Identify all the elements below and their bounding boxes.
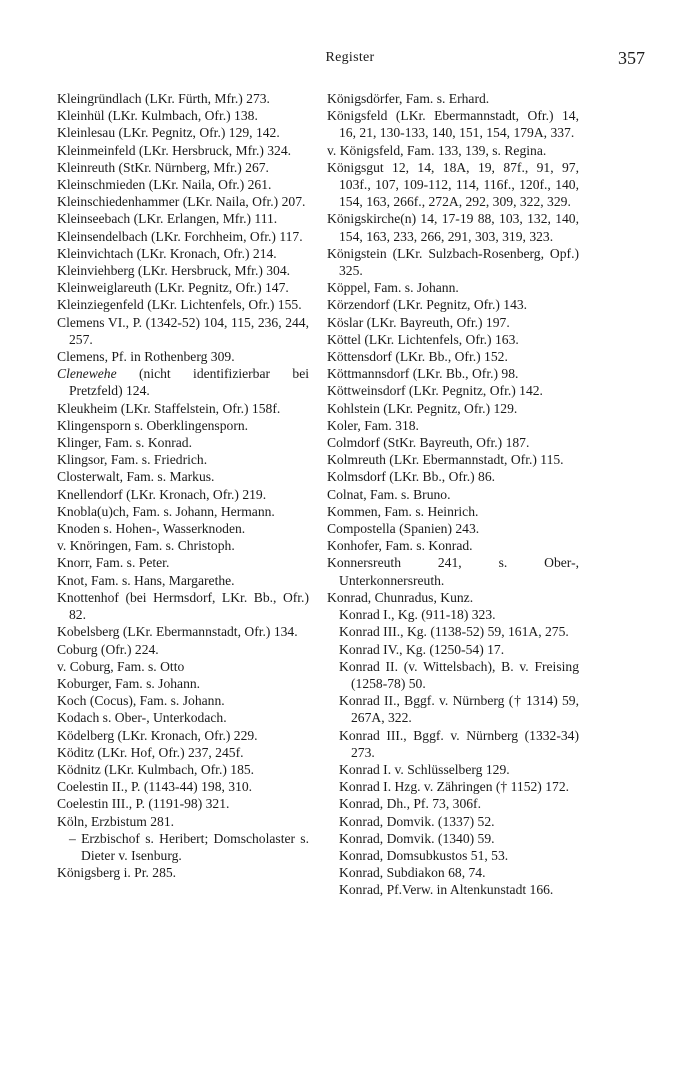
entry-text: Kohlstein (LKr. Pegnitz, Ofr.) 129. — [327, 400, 518, 416]
index-entry — [57, 279, 309, 296]
entry-text: Konrad, Pf.Verw. in Altenkunstadt 166. — [339, 882, 554, 898]
entry-text: Konrad, Domvik. (1340) 59. — [339, 830, 495, 846]
index-entry — [57, 864, 309, 881]
entry-text: Ködelberg (LKr. Kronach, Ofr.) 229. — [57, 727, 258, 743]
index-subentry — [327, 830, 579, 847]
index-subentry — [327, 641, 579, 658]
index-subentry — [327, 847, 579, 864]
index-entry — [57, 451, 309, 468]
entry-text: (nicht identifizierbar bei Pretzfeld) 124. — [69, 366, 309, 399]
index-entry — [327, 434, 579, 451]
entry-italic-term: Clenewehe — [57, 366, 117, 382]
index-entry — [327, 589, 579, 606]
index-entry — [57, 503, 309, 520]
entry-text: Köln, Erzbistum 281. — [57, 813, 175, 829]
entry-text: Knobla(u)ch, Fam. s. Johann, Hermann. — [57, 503, 275, 519]
index-entry — [57, 658, 309, 675]
index-entry — [327, 537, 579, 554]
entry-text: Knellendorf (LKr. Kronach, Ofr.) 219. — [57, 486, 267, 502]
entry-text: Kleinviehberg (LKr. Hersbruck, Mfr.) 304. — [57, 263, 291, 279]
entry-text: Knorr, Fam. s. Peter. — [57, 555, 170, 571]
entry-text: Konrad II. (v. Wittelsbach), B. v. Freising (1258-78) 50. — [339, 658, 579, 691]
index-entry — [327, 348, 579, 365]
entry-text: Köttmannsdorf (LKr. Bb., Ofr.) 98. — [327, 366, 519, 382]
index-entry — [57, 107, 309, 124]
index-entry — [57, 193, 309, 210]
entry-text: Königskirche(n) 14, 17-19 88, 103, 132, 140, 154, 163, 233, 266, 291, 303, 319, 323. — [327, 211, 579, 244]
entry-text: v. Coburg, Fam. s. Otto — [57, 658, 185, 674]
index-entry — [327, 417, 579, 434]
entry-text: Kleinweiglareuth (LKr. Pegnitz, Ofr.) 147. — [57, 280, 289, 296]
entry-text: Koch (Cocus), Fam. s. Johann. — [57, 693, 225, 709]
entry-text: Königsdörfer, Fam. s. Erhard. — [327, 91, 490, 106]
entry-text: Clemens, Pf. in Rothenberg 309. — [57, 349, 235, 365]
entry-text: Compostella (Spanien) 243. — [327, 521, 480, 537]
index-subentry — [57, 830, 309, 864]
entry-text: Kleinmeinfeld (LKr. Hersbruck, Mfr.) 324. — [57, 142, 292, 158]
index-subentry — [327, 778, 579, 795]
entry-text: Konrad I. v. Schlüsselberg 129. — [339, 761, 510, 777]
index-entry — [57, 314, 309, 348]
index-entry — [327, 107, 579, 141]
entry-text: Kleinseebach (LKr. Erlangen, Mfr.) 111. — [57, 211, 278, 227]
entry-text: Körzendorf (LKr. Pegnitz, Ofr.) 143. — [327, 297, 528, 313]
entry-text: Köttel (LKr. Lichtenfels, Ofr.) 163. — [327, 331, 519, 347]
index-entry — [57, 520, 309, 537]
entry-text: v. Königsfeld, Fam. 133, 139, s. Regina. — [327, 142, 547, 158]
entry-text: Closterwalt, Fam. s. Markus. — [57, 469, 215, 485]
entry-text: Coelestin II., P. (1143-44) 198, 310. — [57, 779, 253, 795]
index-subentry — [327, 864, 579, 881]
entry-text: – Erzbischof s. Heribert; Domscholaster s. Dieter v. Isenburg. — [69, 830, 309, 863]
entry-text: Konrad, Domvik. (1337) 52. — [339, 813, 495, 829]
entry-text: Kommen, Fam. s. Heinrich. — [327, 503, 479, 519]
index-entry — [57, 176, 309, 193]
index-entry — [327, 554, 579, 588]
entry-text: Konrad, Domsubkustos 51, 53. — [339, 847, 509, 863]
index-entry — [57, 142, 309, 159]
entry-text: Kleinlesau (LKr. Pegnitz, Ofr.) 129, 142. — [57, 125, 280, 141]
entry-text: Konnersreuth 241, s. Ober-, Unterkonnersreuth. — [327, 555, 579, 588]
index-entry — [327, 159, 579, 211]
index-entry — [57, 572, 309, 589]
index-entry — [57, 434, 309, 451]
index-entry — [327, 382, 579, 399]
index-entry — [327, 279, 579, 296]
entry-text: Coelestin III., P. (1191-98) 321. — [57, 796, 230, 812]
entry-text: Kleinreuth (StKr. Nürnberg, Mfr.) 267. — [57, 159, 269, 175]
index-entry — [57, 675, 309, 692]
index-subentry — [327, 623, 579, 640]
entry-text: Konrad IV., Kg. (1250-54) 17. — [339, 641, 505, 657]
entry-text: Köttweinsdorf (LKr. Pegnitz, Ofr.) 142. — [327, 383, 543, 399]
entry-text: Köditz (LKr. Hof, Ofr.) 237, 245f. — [57, 744, 244, 760]
index-subentry — [327, 658, 579, 692]
index-entry — [327, 142, 579, 159]
entry-text: Konrad III., Bggf. v. Nürnberg (1332-34) 273. — [339, 727, 579, 760]
entry-text: Kobelsberg (LKr. Ebermannstadt, Ofr.) 134. — [57, 624, 298, 640]
index-subentry — [327, 761, 579, 778]
entry-text: Knoden s. Hohen-, Wasserknoden. — [57, 521, 246, 537]
index-entry — [57, 692, 309, 709]
index-entry — [57, 468, 309, 485]
entry-text: Konhofer, Fam. s. Konrad. — [327, 538, 473, 554]
entry-text: Konrad, Dh., Pf. 73, 306f. — [339, 796, 481, 812]
index-entry — [57, 90, 309, 107]
index-entry — [327, 400, 579, 417]
entry-text: Knot, Fam. s. Hans, Margarethe. — [57, 572, 235, 588]
entry-text: Konrad III., Kg. (1138-52) 59, 161A, 275. — [339, 624, 569, 640]
index-entry — [57, 641, 309, 658]
entry-text: Köttensdorf (LKr. Bb., Ofr.) 152. — [327, 349, 508, 365]
index-entry — [327, 245, 579, 279]
index-entry — [57, 795, 309, 812]
entry-text: Klingsor, Fam. s. Friedrich. — [57, 452, 208, 468]
page-header — [55, 48, 645, 72]
index-column-left — [57, 90, 309, 881]
index-entry — [57, 709, 309, 726]
running-title: Register — [325, 50, 375, 65]
index-entry — [57, 727, 309, 744]
index-subentry — [327, 727, 579, 761]
entry-text: Kleinschiedenhammer (LKr. Naila, Ofr.) 207. — [57, 194, 306, 210]
entry-text: Kleinhül (LKr. Kulmbach, Ofr.) 138. — [57, 108, 258, 124]
index-entry — [57, 589, 309, 623]
index-entry — [57, 348, 309, 365]
entry-text: Coburg (Ofr.) 224. — [57, 641, 159, 657]
index-entry — [57, 417, 309, 434]
index-entry — [57, 365, 309, 399]
index-subentry — [327, 881, 579, 898]
entry-text: Kleinsendelbach (LKr. Forchheim, Ofr.) 117. — [57, 228, 303, 244]
entry-text: Königsgut 12, 14, 18A, 19, 87f., 91, 97, 103f., 107, 109-112, 114, 116f., 120f., 140, 154, 163, 266f., 272A, 292, 309, 322, 329. — [327, 159, 579, 210]
index-entry — [327, 520, 579, 537]
entry-text: Königsberg i. Pr. 285. — [57, 865, 177, 881]
entry-text: Köslar (LKr. Bayreuth, Ofr.) 197. — [327, 314, 510, 330]
index-entry — [57, 537, 309, 554]
index-entry — [57, 761, 309, 778]
entry-text: Klingensporn s. Oberklingensporn. — [57, 417, 249, 433]
entry-text: Konrad I., Kg. (911-18) 323. — [339, 607, 496, 623]
index-entry — [327, 451, 579, 468]
entry-text: Konrad, Chunradus, Kunz. — [327, 589, 474, 605]
entry-text: Kolmsdorf (LKr. Bb., Ofr.) 86. — [327, 469, 496, 485]
index-entry — [57, 778, 309, 795]
entry-text: Kleinziegenfeld (LKr. Lichtenfels, Ofr.) 155. — [57, 297, 302, 313]
entry-text: Königstein (LKr. Sulzbach-Rosenberg, Opf.) 325. — [327, 245, 579, 279]
entry-text: Knottenhof (bei Hermsdorf, LKr. Bb., Ofr.) 82. — [57, 589, 309, 623]
page-number: 357 — [618, 48, 645, 68]
index-subentry — [327, 813, 579, 830]
entry-text: Klinger, Fam. s. Konrad. — [57, 435, 192, 451]
index-entry — [57, 245, 309, 262]
index-subentry — [327, 795, 579, 812]
index-entry — [57, 210, 309, 227]
index-entry — [57, 813, 309, 830]
entry-text: Kleinvichtach (LKr. Kronach, Ofr.) 214. — [57, 245, 277, 261]
index-subentry — [327, 606, 579, 623]
index-entry — [57, 159, 309, 176]
entry-text: Königsfeld (LKr. Ebermannstadt, Ofr.) 14, 16, 21, 130-133, 140, 151, 154, 179A, 337. — [327, 108, 579, 141]
index-entry — [57, 486, 309, 503]
entry-text: Colnat, Fam. s. Bruno. — [327, 486, 451, 502]
entry-text: Konrad I. Hzg. v. Zähringen († 1152) 172. — [339, 779, 570, 795]
entry-text: Koler, Fam. 318. — [327, 417, 419, 433]
entry-text: Köppel, Fam. s. Johann. — [327, 280, 459, 296]
index-column-right — [327, 90, 579, 899]
index-entry — [327, 486, 579, 503]
entry-text: Colmdorf (StKr. Bayreuth, Ofr.) 187. — [327, 435, 530, 451]
index-entry — [327, 210, 579, 244]
index-entry — [327, 296, 579, 313]
index-entry — [57, 400, 309, 417]
index-entry — [327, 314, 579, 331]
index-entry — [57, 744, 309, 761]
index-entry — [57, 124, 309, 141]
entry-text: Koburger, Fam. s. Johann. — [57, 675, 201, 691]
entry-text: Kleinschmieden (LKr. Naila, Ofr.) 261. — [57, 177, 272, 193]
index-entry — [327, 90, 579, 107]
entry-text: Kleukheim (LKr. Staffelstein, Ofr.) 158f. — [57, 400, 281, 416]
index-entry — [327, 468, 579, 485]
entry-text: Clemens VI., P. (1342-52) 104, 115, 236, 244, 257. — [57, 314, 309, 347]
index-entry — [57, 262, 309, 279]
entry-text: v. Knöringen, Fam. s. Christoph. — [57, 538, 235, 554]
index-entry — [57, 623, 309, 640]
index-entry — [57, 228, 309, 245]
index-entry — [327, 503, 579, 520]
entry-text: Konrad, Subdiakon 68, 74. — [339, 865, 486, 881]
index-entry — [327, 331, 579, 348]
entry-text: Kodach s. Ober-, Unterkodach. — [57, 710, 227, 726]
entry-text: Kleingründlach (LKr. Fürth, Mfr.) 273. — [57, 91, 270, 106]
index-entry — [57, 554, 309, 571]
entry-text: Ködnitz (LKr. Kulmbach, Ofr.) 185. — [57, 761, 255, 777]
index-entry — [57, 296, 309, 313]
index-subentry — [327, 692, 579, 726]
entry-text: Kolmreuth (LKr. Ebermannstadt, Ofr.) 115. — [327, 452, 564, 468]
index-entry — [327, 365, 579, 382]
entry-text: Konrad II., Bggf. v. Nürnberg († 1314) 59, 267A, 322. — [339, 693, 579, 726]
